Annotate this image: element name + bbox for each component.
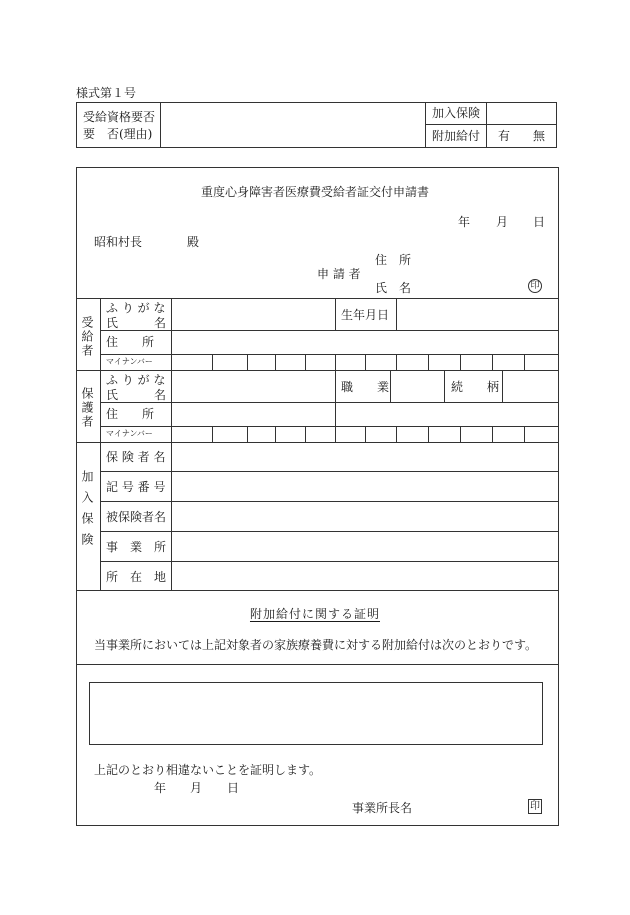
applicant-name-label: 氏 名 (375, 281, 412, 295)
symbol-number-label: 記 号 番 号 (106, 480, 166, 494)
guardian-occupation-label: 職 業 (341, 380, 390, 394)
insurance-label: 加入保険 (432, 106, 481, 120)
office-head-label: 事業所長名 (352, 801, 413, 815)
cert-date-month: 月 (190, 781, 203, 795)
certification-heading: 附加給付に関する証明 (249, 607, 380, 621)
extra-benefit-label: 附加給付 (432, 129, 481, 143)
recipient-section-label: 受給者 (80, 316, 94, 358)
honorific: 殿 (187, 235, 200, 249)
form-title: 重度心身障害者医療費受給者証交付申請書 (200, 185, 429, 199)
guardian-relationship-label: 続 柄 (451, 380, 500, 394)
guardian-furigana-label: ふ り が な (106, 373, 166, 387)
applicant-address-label: 住 所 (375, 253, 412, 267)
cert-date-year: 年 (154, 781, 167, 795)
no-option[interactable]: 無 (533, 129, 546, 143)
certification-statement: 当事業所においては上記対象者の家族療養費に対する附加給付は次のとおりです。 (94, 638, 538, 652)
guardian-section-label: 保護者 (80, 387, 94, 429)
guardian-mynumber-label: マイナンバー (106, 429, 153, 438)
form-number: 様式第１号 (76, 86, 137, 100)
insurance-section-label: 加入保険 (80, 470, 94, 554)
date-day: 日 (533, 215, 546, 229)
date-month: 月 (496, 215, 509, 229)
eligibility-reason-label: 要 否(理由) (83, 127, 153, 141)
mayor-addressee: 昭和村長 (94, 235, 143, 249)
office-label: 事 業 所 (106, 540, 167, 554)
benefit-details-field[interactable] (89, 682, 543, 745)
cert-date-day: 日 (227, 781, 240, 795)
recipient-birthdate-label: 生年月日 (341, 308, 390, 322)
office-seal-icon: 印 (530, 801, 540, 812)
insured-name-label: 被保険者名 (106, 510, 167, 524)
guardian-address-label: 住 所 (106, 407, 155, 421)
location-label: 所 在 地 (106, 570, 167, 584)
applicant-label: 申 請 者 (317, 267, 361, 281)
recipient-address-label: 住 所 (106, 335, 155, 349)
recipient-name-label: 氏 名 (106, 316, 167, 330)
recipient-furigana-label: ふ り が な (106, 301, 166, 315)
eligibility-label: 受給資格要否 (83, 110, 156, 124)
recipient-mynumber-label: マイナンバー (106, 357, 153, 366)
date-year: 年 (458, 215, 471, 229)
guardian-name-label: 氏 名 (106, 388, 167, 402)
insurer-name-label: 保 険 者 名 (106, 450, 166, 464)
applicant-seal-icon: 印 (528, 279, 542, 293)
certification-confirm-text: 上記のとおり相違ないことを証明します。 (94, 763, 322, 777)
yes-option[interactable]: 有 (498, 129, 511, 143)
